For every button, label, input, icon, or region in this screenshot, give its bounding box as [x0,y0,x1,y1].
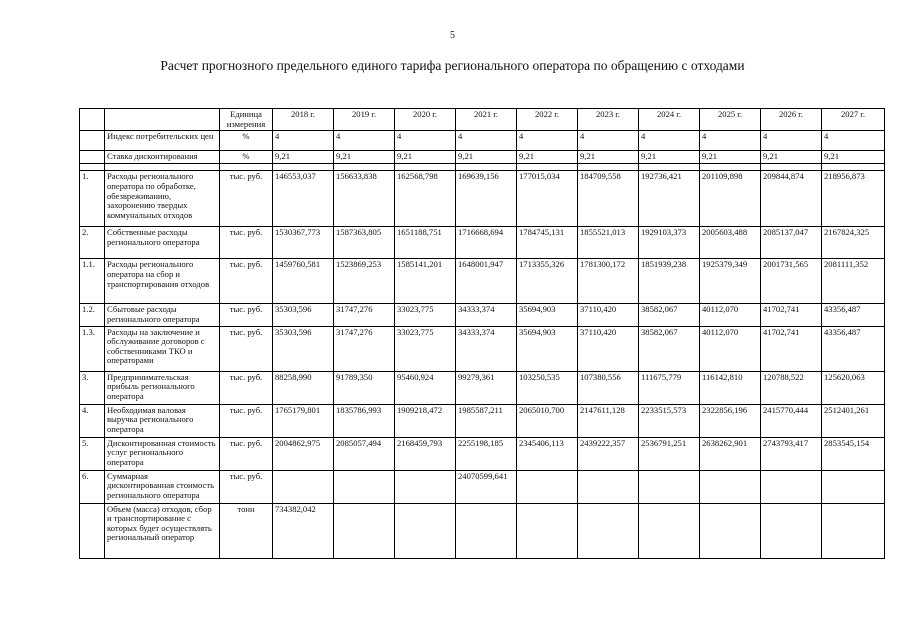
value-cell: 209844,874 [761,171,822,227]
row-number-cell [80,151,105,164]
value-cell: 1716668,694 [456,227,517,259]
page-number: 5 [450,30,455,41]
value-cell: 9,21 [517,151,578,164]
value-cell: 34333,374 [456,304,517,326]
value-cell [639,503,700,558]
header-unit-cell: Единица измерения [220,109,273,131]
value-cell: 1585141,201 [395,259,456,304]
spacer-cell [395,164,456,171]
value-cell: 734382,042 [273,503,334,558]
value-cell: 103250,535 [517,371,578,404]
value-cell: 2085137,047 [761,227,822,259]
unit-cell: тыс. руб. [220,227,273,259]
value-cell: 41702,741 [761,304,822,326]
value-cell: 4 [822,131,885,151]
value-cell: 2085057,494 [334,437,395,470]
spacer-cell [517,164,578,171]
spacer-cell [334,164,395,171]
header-no-cell [80,109,105,131]
year-header-cell: 2022 г. [517,109,578,131]
value-cell: 156633,838 [334,171,395,227]
value-cell [395,503,456,558]
table-row [80,171,885,227]
value-cell: 2322856,196 [700,404,761,437]
value-cell: 4 [700,131,761,151]
value-cell: 41702,741 [761,326,822,371]
unit-cell: тыс. руб. [220,470,273,503]
row-name-cell: Расходы на заключение и обслуживание договоров с собственниками ТКО и операторами [105,326,220,371]
year-header-cell: 2019 г. [334,109,395,131]
value-cell: 4 [273,131,334,151]
spacer-row [80,164,885,171]
value-cell: 2345406,113 [517,437,578,470]
row-number-cell: 1. [80,171,105,227]
row-name-cell: Собственные расходы регионального оператора [105,227,220,259]
value-cell: 1713355,326 [517,259,578,304]
value-cell: 43356,487 [822,326,885,371]
table-row [80,326,885,371]
table-row [80,470,885,503]
value-cell: 1835786,993 [334,404,395,437]
value-cell: 2853545,154 [822,437,885,470]
value-cell [517,503,578,558]
spacer-cell [456,164,517,171]
year-header-cell: 2021 г. [456,109,517,131]
value-cell [456,503,517,558]
value-cell: 1784745,131 [517,227,578,259]
row-number-cell: 1.1. [80,259,105,304]
row-name-cell: Сбытовые расходы регионального оператора [105,304,220,326]
table-body [80,109,885,559]
unit-cell: % [220,151,273,164]
value-cell: 31747,276 [334,326,395,371]
value-cell: 1765179,801 [273,404,334,437]
header-name-cell [105,109,220,131]
value-cell: 1587363,805 [334,227,395,259]
year-header-cell: 2025 г. [700,109,761,131]
value-cell: 1929103,373 [639,227,700,259]
value-cell: 9,21 [578,151,639,164]
value-cell [761,470,822,503]
row-name-cell: Объем (масса) отходов, сбор и транспортирование с которых будет осуществлять региональный оператор [105,503,220,558]
value-cell: 4 [517,131,578,151]
value-cell: 2168459,793 [395,437,456,470]
value-cell [822,470,885,503]
value-cell: 88258,990 [273,371,334,404]
value-cell: 9,21 [822,151,885,164]
value-cell: 169639,156 [456,171,517,227]
year-header-cell: 2024 г. [639,109,700,131]
value-cell: 4 [456,131,517,151]
value-cell: 2638262,901 [700,437,761,470]
row-name-cell: Дисконтированная стоимость услуг регионального оператора [105,437,220,470]
year-header-cell: 2023 г. [578,109,639,131]
value-cell: 35303,596 [273,326,334,371]
value-cell: 177015,034 [517,171,578,227]
value-cell: 9,21 [395,151,456,164]
value-cell: 2147611,128 [578,404,639,437]
value-cell: 4 [761,131,822,151]
value-cell: 1651188,751 [395,227,456,259]
spacer-cell [639,164,700,171]
row-number-cell [80,503,105,558]
value-cell: 2233515,573 [639,404,700,437]
unit-cell: тыс. руб. [220,171,273,227]
value-cell: 2081111,352 [822,259,885,304]
value-cell: 201109,898 [700,171,761,227]
table-row [80,304,885,326]
table-row [80,437,885,470]
row-name-cell: Ставка дисконтирования [105,151,220,164]
value-cell: 162568,798 [395,171,456,227]
spacer-cell [220,164,273,171]
value-cell: 9,21 [700,151,761,164]
value-cell [700,503,761,558]
spacer-cell [822,164,885,171]
value-cell [639,470,700,503]
value-cell: 4 [395,131,456,151]
value-cell: 9,21 [334,151,395,164]
value-cell: 35303,596 [273,304,334,326]
value-cell: 33023,775 [395,326,456,371]
spacer-cell [700,164,761,171]
value-cell: 9,21 [639,151,700,164]
table-row [80,227,885,259]
value-cell: 37110,420 [578,304,639,326]
value-cell [578,470,639,503]
value-cell: 218956,873 [822,171,885,227]
year-header-cell: 2020 г. [395,109,456,131]
value-cell: 40112,070 [700,304,761,326]
value-cell: 4 [578,131,639,151]
value-cell: 146553,037 [273,171,334,227]
value-cell: 1648001,947 [456,259,517,304]
value-cell: 35694,903 [517,304,578,326]
value-cell: 1985587,211 [456,404,517,437]
spacer-cell [761,164,822,171]
value-cell: 184709,558 [578,171,639,227]
table-row [80,151,885,164]
value-cell: 2001731,565 [761,259,822,304]
value-cell: 4 [334,131,395,151]
row-number-cell: 4. [80,404,105,437]
value-cell: 9,21 [761,151,822,164]
value-cell: 35694,903 [517,326,578,371]
value-cell: 38582,067 [639,326,700,371]
value-cell [578,503,639,558]
value-cell: 2005603,488 [700,227,761,259]
value-cell: 120788,522 [761,371,822,404]
value-cell: 34333,374 [456,326,517,371]
row-name-cell: Суммарная дисконтированная стоимость регионального оператора [105,470,220,503]
unit-cell: тонн [220,503,273,558]
row-name-cell: Индекс потребительских цен [105,131,220,151]
value-cell [334,503,395,558]
value-cell [700,470,761,503]
value-cell: 4 [639,131,700,151]
value-cell: 43356,487 [822,304,885,326]
value-cell: 1909218,472 [395,404,456,437]
value-cell: 31747,276 [334,304,395,326]
value-cell: 1925379,349 [700,259,761,304]
document-title: Расчет прогнозного предельного единого тарифа регионального оператора по обращению с отходами [160,58,745,73]
value-cell: 37110,420 [578,326,639,371]
value-cell: 107380,556 [578,371,639,404]
row-number-cell [80,131,105,151]
unit-cell: тыс. руб. [220,371,273,404]
table-row [80,259,885,304]
value-cell: 2536791,251 [639,437,700,470]
value-cell: 91789,350 [334,371,395,404]
value-cell: 1523869,253 [334,259,395,304]
year-header-cell: 2018 г. [273,109,334,131]
row-number-cell: 6. [80,470,105,503]
value-cell [761,503,822,558]
spacer-cell [105,164,220,171]
table-row [80,503,885,558]
value-cell: 2512401,261 [822,404,885,437]
row-number-cell: 1.2. [80,304,105,326]
row-name-cell: Предпринимательская прибыль регионального оператора [105,371,220,404]
value-cell [273,470,334,503]
row-number-cell: 3. [80,371,105,404]
value-cell: 24070599,641 [456,470,517,503]
row-name-cell: Расходы регионального оператора по обработке, обезвреживанию, захоронению твердых коммунальных отходов [105,171,220,227]
unit-cell: тыс. руб. [220,304,273,326]
value-cell: 2004862,975 [273,437,334,470]
row-name-cell: Необходимая валовая выручка регионального оператора [105,404,220,437]
row-number-cell: 5. [80,437,105,470]
table-row [80,404,885,437]
unit-cell: тыс. руб. [220,326,273,371]
value-cell [395,470,456,503]
row-name-cell: Расходы регионального оператора на сбор и транспортирования отходов [105,259,220,304]
table-header-row [80,109,885,131]
spacer-cell [80,164,105,171]
year-header-cell: 2027 г. [822,109,885,131]
value-cell: 1781300,172 [578,259,639,304]
row-number-cell: 2. [80,227,105,259]
spacer-cell [578,164,639,171]
value-cell [517,470,578,503]
value-cell: 9,21 [273,151,334,164]
value-cell: 2255198,185 [456,437,517,470]
value-cell: 2415770,444 [761,404,822,437]
table-row [80,131,885,151]
value-cell: 33023,775 [395,304,456,326]
value-cell: 99279,361 [456,371,517,404]
year-header-cell: 2026 г. [761,109,822,131]
value-cell: 2439222,357 [578,437,639,470]
unit-cell: тыс. руб. [220,437,273,470]
value-cell: 2065010,700 [517,404,578,437]
value-cell: 1851939,238 [639,259,700,304]
tariff-table [79,108,885,559]
value-cell: 1459760,581 [273,259,334,304]
row-number-cell: 1.3. [80,326,105,371]
value-cell [822,503,885,558]
value-cell: 125620,063 [822,371,885,404]
value-cell: 40112,070 [700,326,761,371]
unit-cell: тыс. руб. [220,259,273,304]
value-cell: 38582,067 [639,304,700,326]
spacer-cell [273,164,334,171]
value-cell: 2167824,325 [822,227,885,259]
value-cell [334,470,395,503]
value-cell: 116142,810 [700,371,761,404]
table-row [80,371,885,404]
value-cell: 192736,421 [639,171,700,227]
value-cell: 1855521,013 [578,227,639,259]
unit-cell: % [220,131,273,151]
value-cell: 9,21 [456,151,517,164]
value-cell: 95460,924 [395,371,456,404]
value-cell: 2743793,417 [761,437,822,470]
value-cell: 1530367,773 [273,227,334,259]
value-cell: 111675,779 [639,371,700,404]
unit-cell: тыс. руб. [220,404,273,437]
